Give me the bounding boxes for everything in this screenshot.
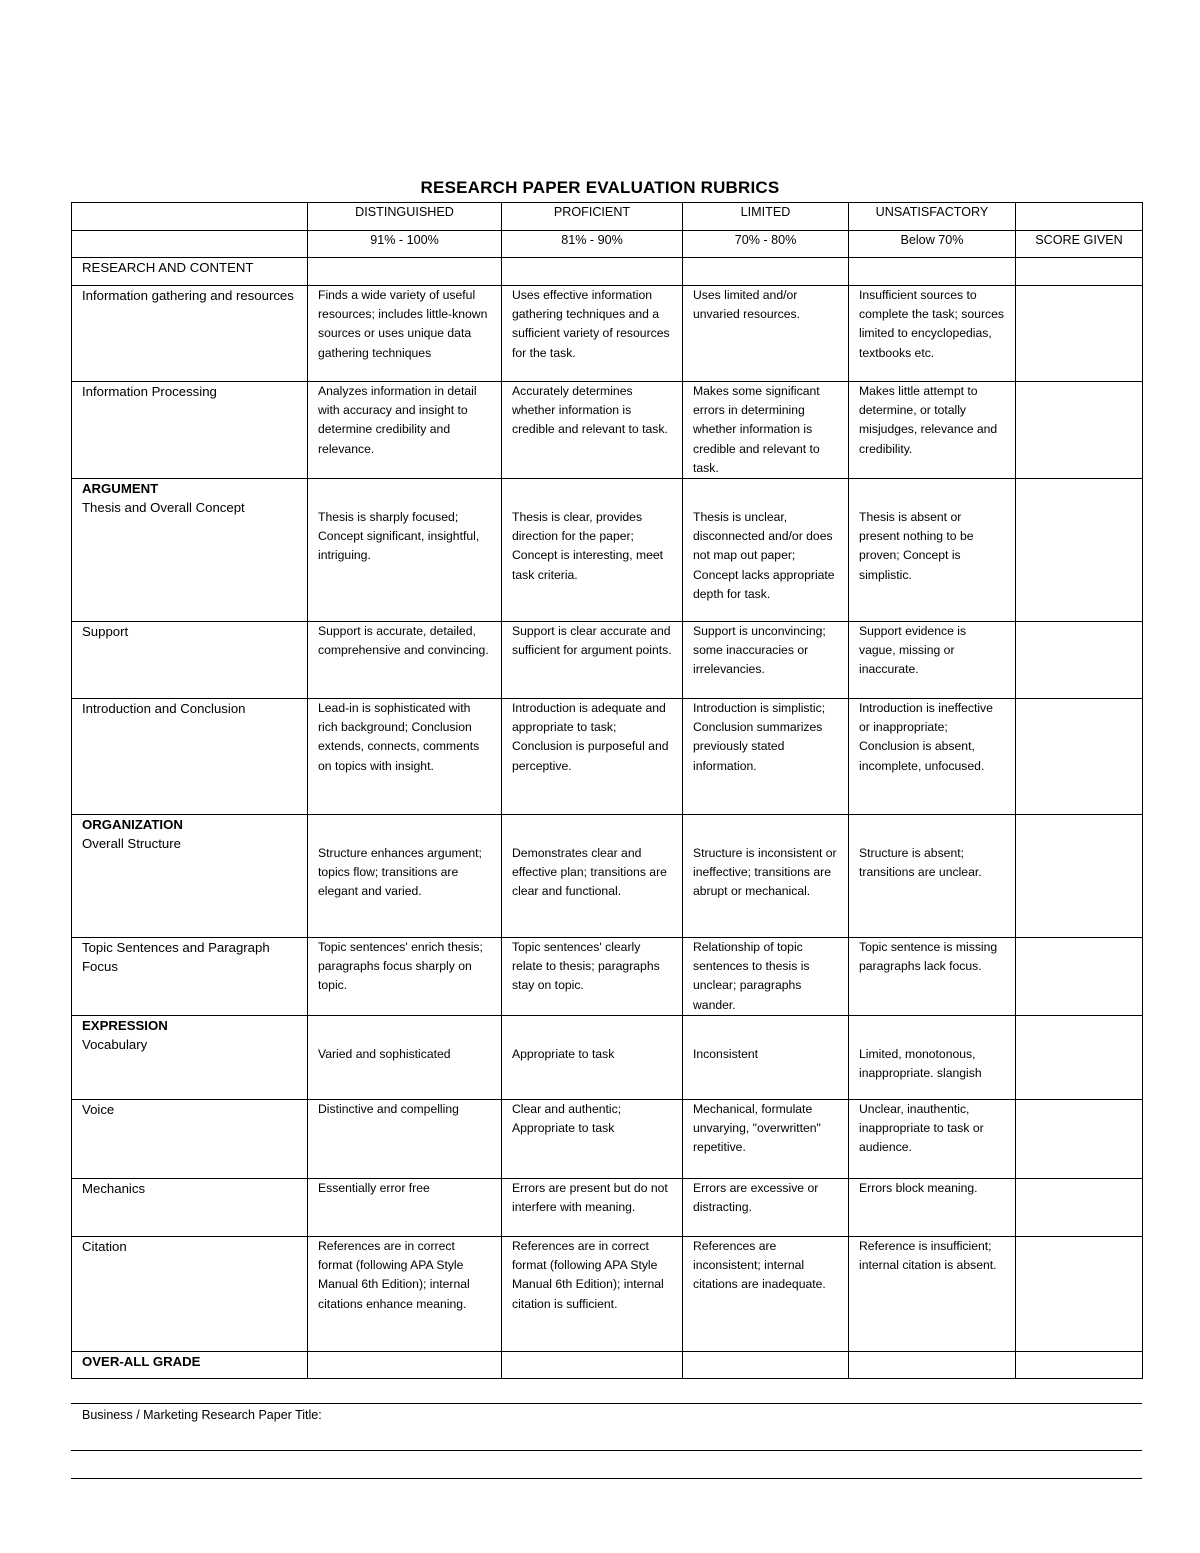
score-cell[interactable] xyxy=(1016,699,1143,815)
limited-cell: Mechanical, formulate unvarying, "overwritten" repetitive. xyxy=(683,1100,849,1179)
distinguished-cell: Distinctive and compelling xyxy=(308,1100,502,1179)
distinguished-cell: Support is accurate, detailed, comprehensive and convincing. xyxy=(308,622,502,699)
proficient-cell: Topic sentences' clearly relate to thesis; paragraphs stay on topic. xyxy=(502,938,683,1016)
page-title: RESEARCH PAPER EVALUATION RUBRICS xyxy=(420,178,780,197)
unsatisfactory-cell: Insufficient sources to complete the task; sources limited to encyclopedias, textbooks etc. xyxy=(849,286,1016,382)
table-row xyxy=(72,1016,1143,1100)
unsatisfactory-cell: Reference is insufficient; internal citation is absent. xyxy=(849,1237,1016,1352)
table-row xyxy=(72,815,1143,938)
level-range: 91% - 100% xyxy=(308,231,502,258)
empty-cell xyxy=(1016,258,1143,286)
limited-cell: Support is unconvincing; some inaccuracies or irrelevancies. xyxy=(683,622,849,699)
level-range-row xyxy=(72,231,1143,258)
criterion-label: Information gathering and resources xyxy=(72,286,308,382)
level-range: Below 70% xyxy=(849,231,1016,258)
empty-cell xyxy=(72,203,308,231)
level-range: 81% - 90% xyxy=(502,231,683,258)
proficient-cell: Accurately determines whether information is credible and relevant to task. xyxy=(502,382,683,479)
distinguished-cell: Thesis is sharply focused; Concept significant, insightful, intriguing. xyxy=(308,479,502,622)
level-name: DISTINGUISHED xyxy=(308,203,502,231)
distinguished-cell: References are in correct format (following APA Style Manual 6th Edition); internal citations enhance meaning. xyxy=(308,1237,502,1352)
table-row xyxy=(72,1237,1143,1352)
empty-cell xyxy=(683,1352,849,1379)
criterion-label: Citation xyxy=(72,1237,308,1352)
empty-cell xyxy=(308,258,502,286)
table-row xyxy=(72,286,1143,382)
unsatisfactory-cell: Thesis is absent or present nothing to be proven; Concept is simplistic. xyxy=(849,479,1016,622)
limited-cell: Thesis is unclear, disconnected and/or does not map out paper; Concept lacks appropriate depth for task. xyxy=(683,479,849,622)
paper-title-line-2[interactable] xyxy=(71,1478,1142,1479)
rubric-table xyxy=(71,202,1143,1379)
level-name: PROFICIENT xyxy=(502,203,683,231)
paper-title-line[interactable] xyxy=(71,1450,1142,1451)
proficient-cell: Clear and authentic; Appropriate to task xyxy=(502,1100,683,1179)
level-name: LIMITED xyxy=(683,203,849,231)
score-cell[interactable] xyxy=(1016,1179,1143,1237)
empty-cell xyxy=(502,1352,683,1379)
unsatisfactory-cell: Structure is absent; transitions are unclear. xyxy=(849,815,1016,938)
distinguished-cell: Essentially error free xyxy=(308,1179,502,1237)
limited-cell: Errors are excessive or distracting. xyxy=(683,1179,849,1237)
criterion-label: ORGANIZATION Overall Structure xyxy=(72,815,308,938)
proficient-cell: Introduction is adequate and appropriate to task; Conclusion is purposeful and perceptive. xyxy=(502,699,683,815)
overall-grade-label: OVER-ALL GRADE xyxy=(72,1352,308,1379)
criterion-label: Support xyxy=(72,622,308,699)
empty-cell xyxy=(72,231,308,258)
unsatisfactory-cell: Introduction is ineffective or inappropriate; Conclusion is absent, incomplete, unfocused. xyxy=(849,699,1016,815)
table-row xyxy=(72,1100,1143,1179)
limited-cell: Uses limited and/or unvaried resources. xyxy=(683,286,849,382)
score-cell[interactable] xyxy=(1016,1016,1143,1100)
table-row xyxy=(72,938,1143,1016)
criterion-label: ARGUMENT Thesis and Overall Concept xyxy=(72,479,308,622)
proficient-cell: Uses effective information gathering techniques and a sufficient variety of resources for the task. xyxy=(502,286,683,382)
table-row xyxy=(72,699,1143,815)
distinguished-cell: Lead-in is sophisticated with rich background; Conclusion extends, connects, comments on topics with insight. xyxy=(308,699,502,815)
empty-cell xyxy=(849,1352,1016,1379)
empty-cell xyxy=(849,258,1016,286)
level-name: UNSATISFACTORY xyxy=(849,203,1016,231)
limited-cell: References are inconsistent; internal citations are inadequate. xyxy=(683,1237,849,1352)
limited-cell: Inconsistent xyxy=(683,1016,849,1100)
criterion-label: Mechanics xyxy=(72,1179,308,1237)
empty-cell xyxy=(308,1352,502,1379)
score-cell[interactable] xyxy=(1016,1237,1143,1352)
distinguished-cell: Analyzes information in detail with accuracy and insight to determine credibility and relevance. xyxy=(308,382,502,479)
level-name-row xyxy=(72,203,1143,231)
paper-title-label: Business / Marketing Research Paper Title: xyxy=(82,1408,322,1422)
limited-cell: Makes some significant errors in determining whether information is credible and relevant to task. xyxy=(683,382,849,479)
criterion-label: Topic Sentences and Paragraph Focus xyxy=(72,938,308,1016)
distinguished-cell: Topic sentences' enrich thesis; paragraphs focus sharply on topic. xyxy=(308,938,502,1016)
score-given-header: SCORE GIVEN xyxy=(1016,231,1143,258)
table-row xyxy=(72,479,1143,622)
table-row xyxy=(72,1179,1143,1237)
unsatisfactory-cell: Errors block meaning. xyxy=(849,1179,1016,1237)
proficient-cell: Support is clear accurate and sufficient for argument points. xyxy=(502,622,683,699)
score-cell[interactable] xyxy=(1016,479,1143,622)
criterion-label: Voice xyxy=(72,1100,308,1179)
score-cell[interactable] xyxy=(1016,815,1143,938)
distinguished-cell: Varied and sophisticated xyxy=(308,1016,502,1100)
proficient-cell: Demonstrates clear and effective plan; transitions are clear and functional. xyxy=(502,815,683,938)
table-row xyxy=(72,622,1143,699)
score-cell[interactable] xyxy=(1016,622,1143,699)
score-cell[interactable] xyxy=(1016,938,1143,1016)
criterion-label: Information Processing xyxy=(72,382,308,479)
footer-rule-top xyxy=(71,1403,1142,1404)
score-cell[interactable] xyxy=(1016,1100,1143,1179)
unsatisfactory-cell: Topic sentence is missing paragraphs lack focus. xyxy=(849,938,1016,1016)
empty-cell xyxy=(1016,203,1143,231)
limited-cell: Structure is inconsistent or ineffective; transitions are abrupt or mechanical. xyxy=(683,815,849,938)
overall-grade-row xyxy=(72,1352,1143,1379)
proficient-cell: Errors are present but do not interfere with meaning. xyxy=(502,1179,683,1237)
limited-cell: Relationship of topic sentences to thesis is unclear; paragraphs wander. xyxy=(683,938,849,1016)
score-cell[interactable] xyxy=(1016,382,1143,479)
unsatisfactory-cell: Support evidence is vague, missing or inaccurate. xyxy=(849,622,1016,699)
table-row xyxy=(72,382,1143,479)
distinguished-cell: Finds a wide variety of useful resources; includes little-known sources or uses unique data gathering techniques xyxy=(308,286,502,382)
empty-cell xyxy=(502,258,683,286)
criterion-label: Introduction and Conclusion xyxy=(72,699,308,815)
limited-cell: Introduction is simplistic; Conclusion summarizes previously stated information. xyxy=(683,699,849,815)
section-row xyxy=(72,258,1143,286)
overall-score-cell[interactable] xyxy=(1016,1352,1143,1379)
section-research-label: RESEARCH AND CONTENT xyxy=(72,258,308,286)
distinguished-cell: Structure enhances argument; topics flow; transitions are elegant and varied. xyxy=(308,815,502,938)
level-range: 70% - 80% xyxy=(683,231,849,258)
score-cell[interactable] xyxy=(1016,286,1143,382)
unsatisfactory-cell: Makes little attempt to determine, or totally misjudges, relevance and credibility. xyxy=(849,382,1016,479)
empty-cell xyxy=(683,258,849,286)
proficient-cell: Appropriate to task xyxy=(502,1016,683,1100)
unsatisfactory-cell: Unclear, inauthentic, inappropriate to task or audience. xyxy=(849,1100,1016,1179)
unsatisfactory-cell: Limited, monotonous, inappropriate. slangish xyxy=(849,1016,1016,1100)
proficient-cell: Thesis is clear, provides direction for the paper; Concept is interesting, meet task criteria. xyxy=(502,479,683,622)
criterion-label: EXPRESSION Vocabulary xyxy=(72,1016,308,1100)
proficient-cell: References are in correct format (following APA Style Manual 6th Edition); internal citation is sufficient. xyxy=(502,1237,683,1352)
